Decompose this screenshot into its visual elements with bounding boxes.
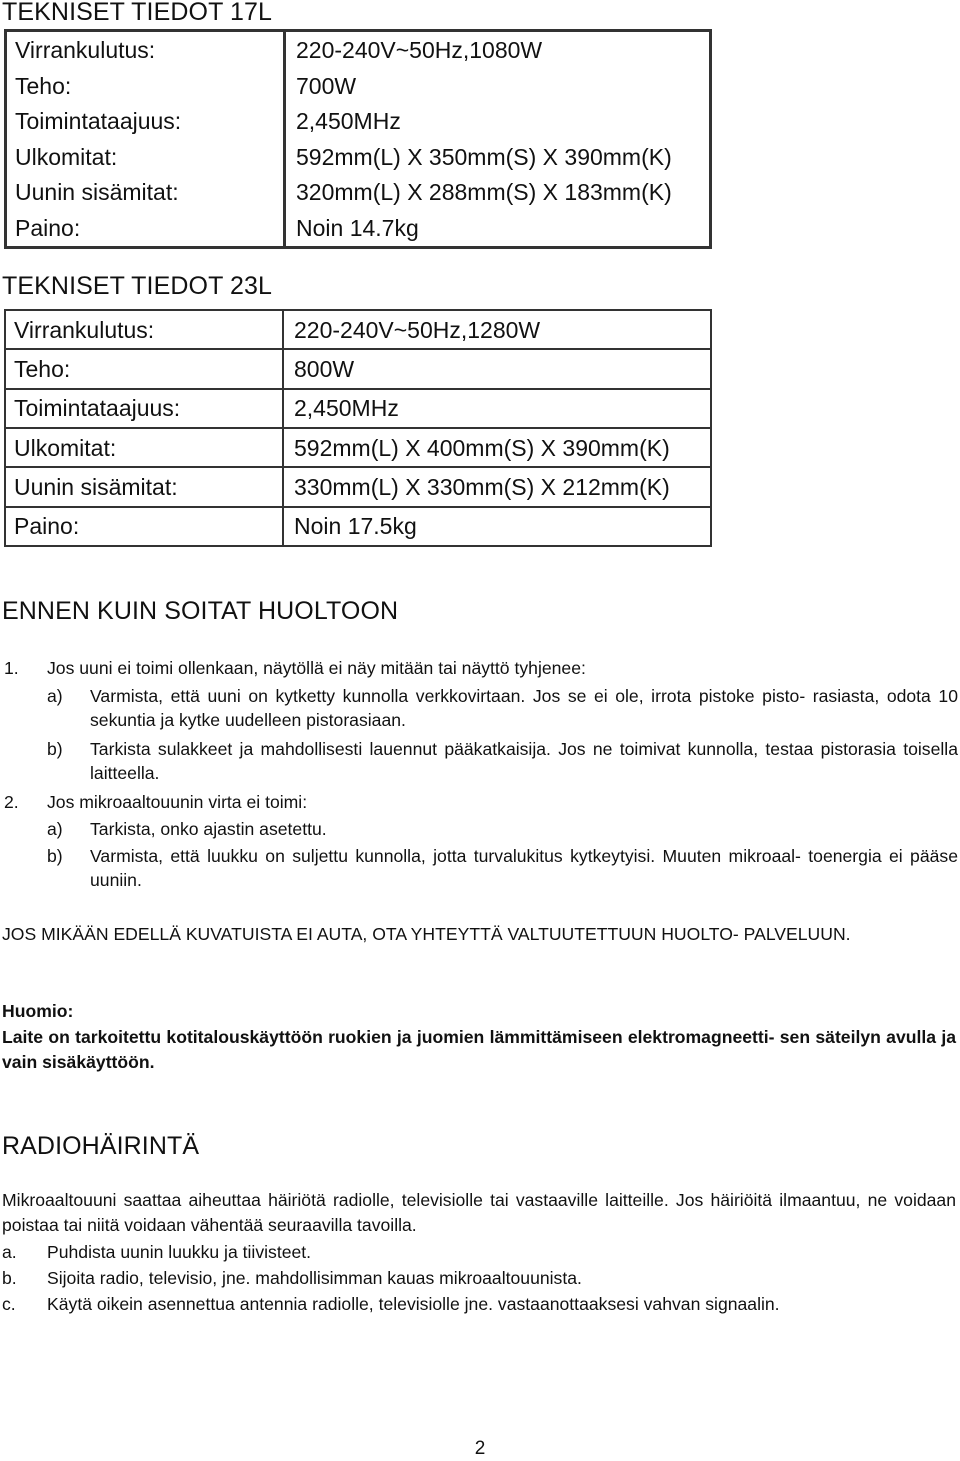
spec-label: Paino: — [6, 210, 285, 248]
spec-value: 220-240V~50Hz,1080W — [296, 37, 543, 64]
spec-label: Teho: — [5, 349, 283, 388]
list-item-letter: c. — [2, 1294, 16, 1314]
spec-value: 700W — [296, 72, 357, 99]
item-text: Jos mikroaaltouunin virta ei toimi: — [47, 792, 308, 812]
item-number: 1. — [4, 658, 19, 678]
item-text: Jos uuni ei toimi ollenkaan, näytöllä ei näy mitään tai näyttö tyhjenee: — [47, 658, 586, 678]
spec-label: Teho: — [6, 68, 285, 103]
spec-value: 2,450MHz — [296, 108, 401, 135]
spec-value: 220-240V~50Hz,1280W — [283, 310, 711, 349]
sub-item-text: Tarkista sulakkeet ja mahdollisesti lauennut pääkatkaisija. Jos ne toimivat kunnolla, testaa pistorasia toisella laitteella. — [90, 739, 958, 783]
table-row — [5, 349, 711, 388]
table-row — [5, 428, 711, 467]
spec-23l-title: TEKNISET TIEDOT 23L — [2, 272, 273, 300]
list-item-letter: a. — [2, 1242, 17, 1262]
table-row — [6, 174, 711, 209]
spec-label: Ulkomitat: — [5, 428, 283, 467]
service-title: ENNEN KUIN SOITAT HUOLTOON — [2, 597, 399, 625]
table-row — [6, 68, 711, 103]
table-row — [5, 389, 711, 428]
table-row — [6, 139, 711, 174]
spec-label: Ulkomitat: — [6, 139, 285, 174]
note-text: Laite on tarkoitettu kotitalouskäyttöön ruokien ja juomien lämmittämiseen elektromagneetti- sen säteilyn avulla ja vain sisäkäyttöön. — [2, 1027, 956, 1072]
spec-value: 320mm(L) X 288mm(S) X 183mm(K) — [296, 179, 672, 206]
radio-title: RADIOHÄIRINTÄ — [2, 1132, 200, 1160]
table-row — [5, 310, 711, 349]
radio-intro: Mikroaaltouuni saattaa aiheuttaa häiriötä radiolle, televisiolle tai vastaaville laitteille. Jos häiriöitä ilmaantuu, ne voidaan poistaa tai niitä voidaan vähentää seuraavilla tavoilla. — [2, 1190, 956, 1235]
spec-value: 2,450MHz — [283, 389, 711, 428]
spec-value: 592mm(L) X 350mm(S) X 390mm(K) — [296, 143, 672, 170]
sub-item-letter: a) — [47, 686, 63, 706]
spec-label: Virrankulutus: — [5, 310, 283, 349]
contact-notice: JOS MIKÄÄN EDELLÄ KUVATUISTA EI AUTA, OTA YHTEYTTÄ VALTUUTETTUUN HUOLTO- PALVELUUN. — [2, 924, 851, 944]
spec-17l-table — [4, 29, 712, 249]
note-title: Huomio: — [2, 1001, 74, 1021]
spec-value: Noin 17.5kg — [294, 513, 417, 540]
table-row — [5, 467, 711, 506]
page-number: 2 — [474, 1438, 486, 1459]
spec-label: Uunin sisämitat: — [5, 467, 283, 506]
spec-label: Toimintataajuus: — [5, 389, 283, 428]
list-item-text: Sijoita radio, televisio, jne. mahdollisimman kauas mikroaaltouunista. — [47, 1268, 582, 1288]
sub-item-letter: b) — [47, 739, 63, 759]
spec-value: 330mm(L) X 330mm(S) X 212mm(K) — [283, 467, 711, 506]
list-item-text: Puhdista uunin luukku ja tiivisteet. — [47, 1242, 312, 1262]
table-row — [6, 210, 711, 248]
spec-23l-table — [4, 309, 712, 547]
spec-label: Uunin sisämitat: — [6, 174, 285, 209]
item-number: 2. — [4, 792, 19, 812]
sub-item-text: Tarkista, onko ajastin asetettu. — [90, 819, 327, 839]
list-item-letter: b. — [2, 1268, 17, 1288]
table-row — [6, 104, 711, 139]
spec-value: Noin 14.7kg — [296, 214, 419, 241]
spec-label: Paino: — [5, 507, 283, 546]
sub-item-text: Varmista, että uuni on kytketty kunnolla verkkovirtaan. Jos se ei ole, irrota pistoke pisto- rasiasta, odota 10 sekuntia ja kytke uudelleen pistorasiaan. — [90, 686, 958, 730]
sub-item-text: Varmista, että luukku on suljettu kunnolla, jotta turvalukitus kytkeytyisi. Muuten mikroaal- toenergia ei pääse uuniin. — [90, 846, 958, 890]
sub-item-letter: a) — [47, 819, 63, 839]
spec-17l-title: TEKNISET TIEDOT 17L — [2, 0, 273, 26]
list-item-text: Käytä oikein asennettua antennia radiolle, televisiolle jne. vastaanottaaksesi vahvan signaalin. — [47, 1294, 780, 1314]
table-row — [6, 31, 711, 69]
sub-item-letter: b) — [47, 846, 63, 866]
spec-label: Virrankulutus: — [6, 31, 285, 69]
spec-value: 800W — [283, 349, 711, 388]
spec-label: Toimintataajuus: — [6, 104, 285, 139]
spec-value: 592mm(L) X 400mm(S) X 390mm(K) — [283, 428, 711, 467]
table-row — [5, 507, 711, 546]
